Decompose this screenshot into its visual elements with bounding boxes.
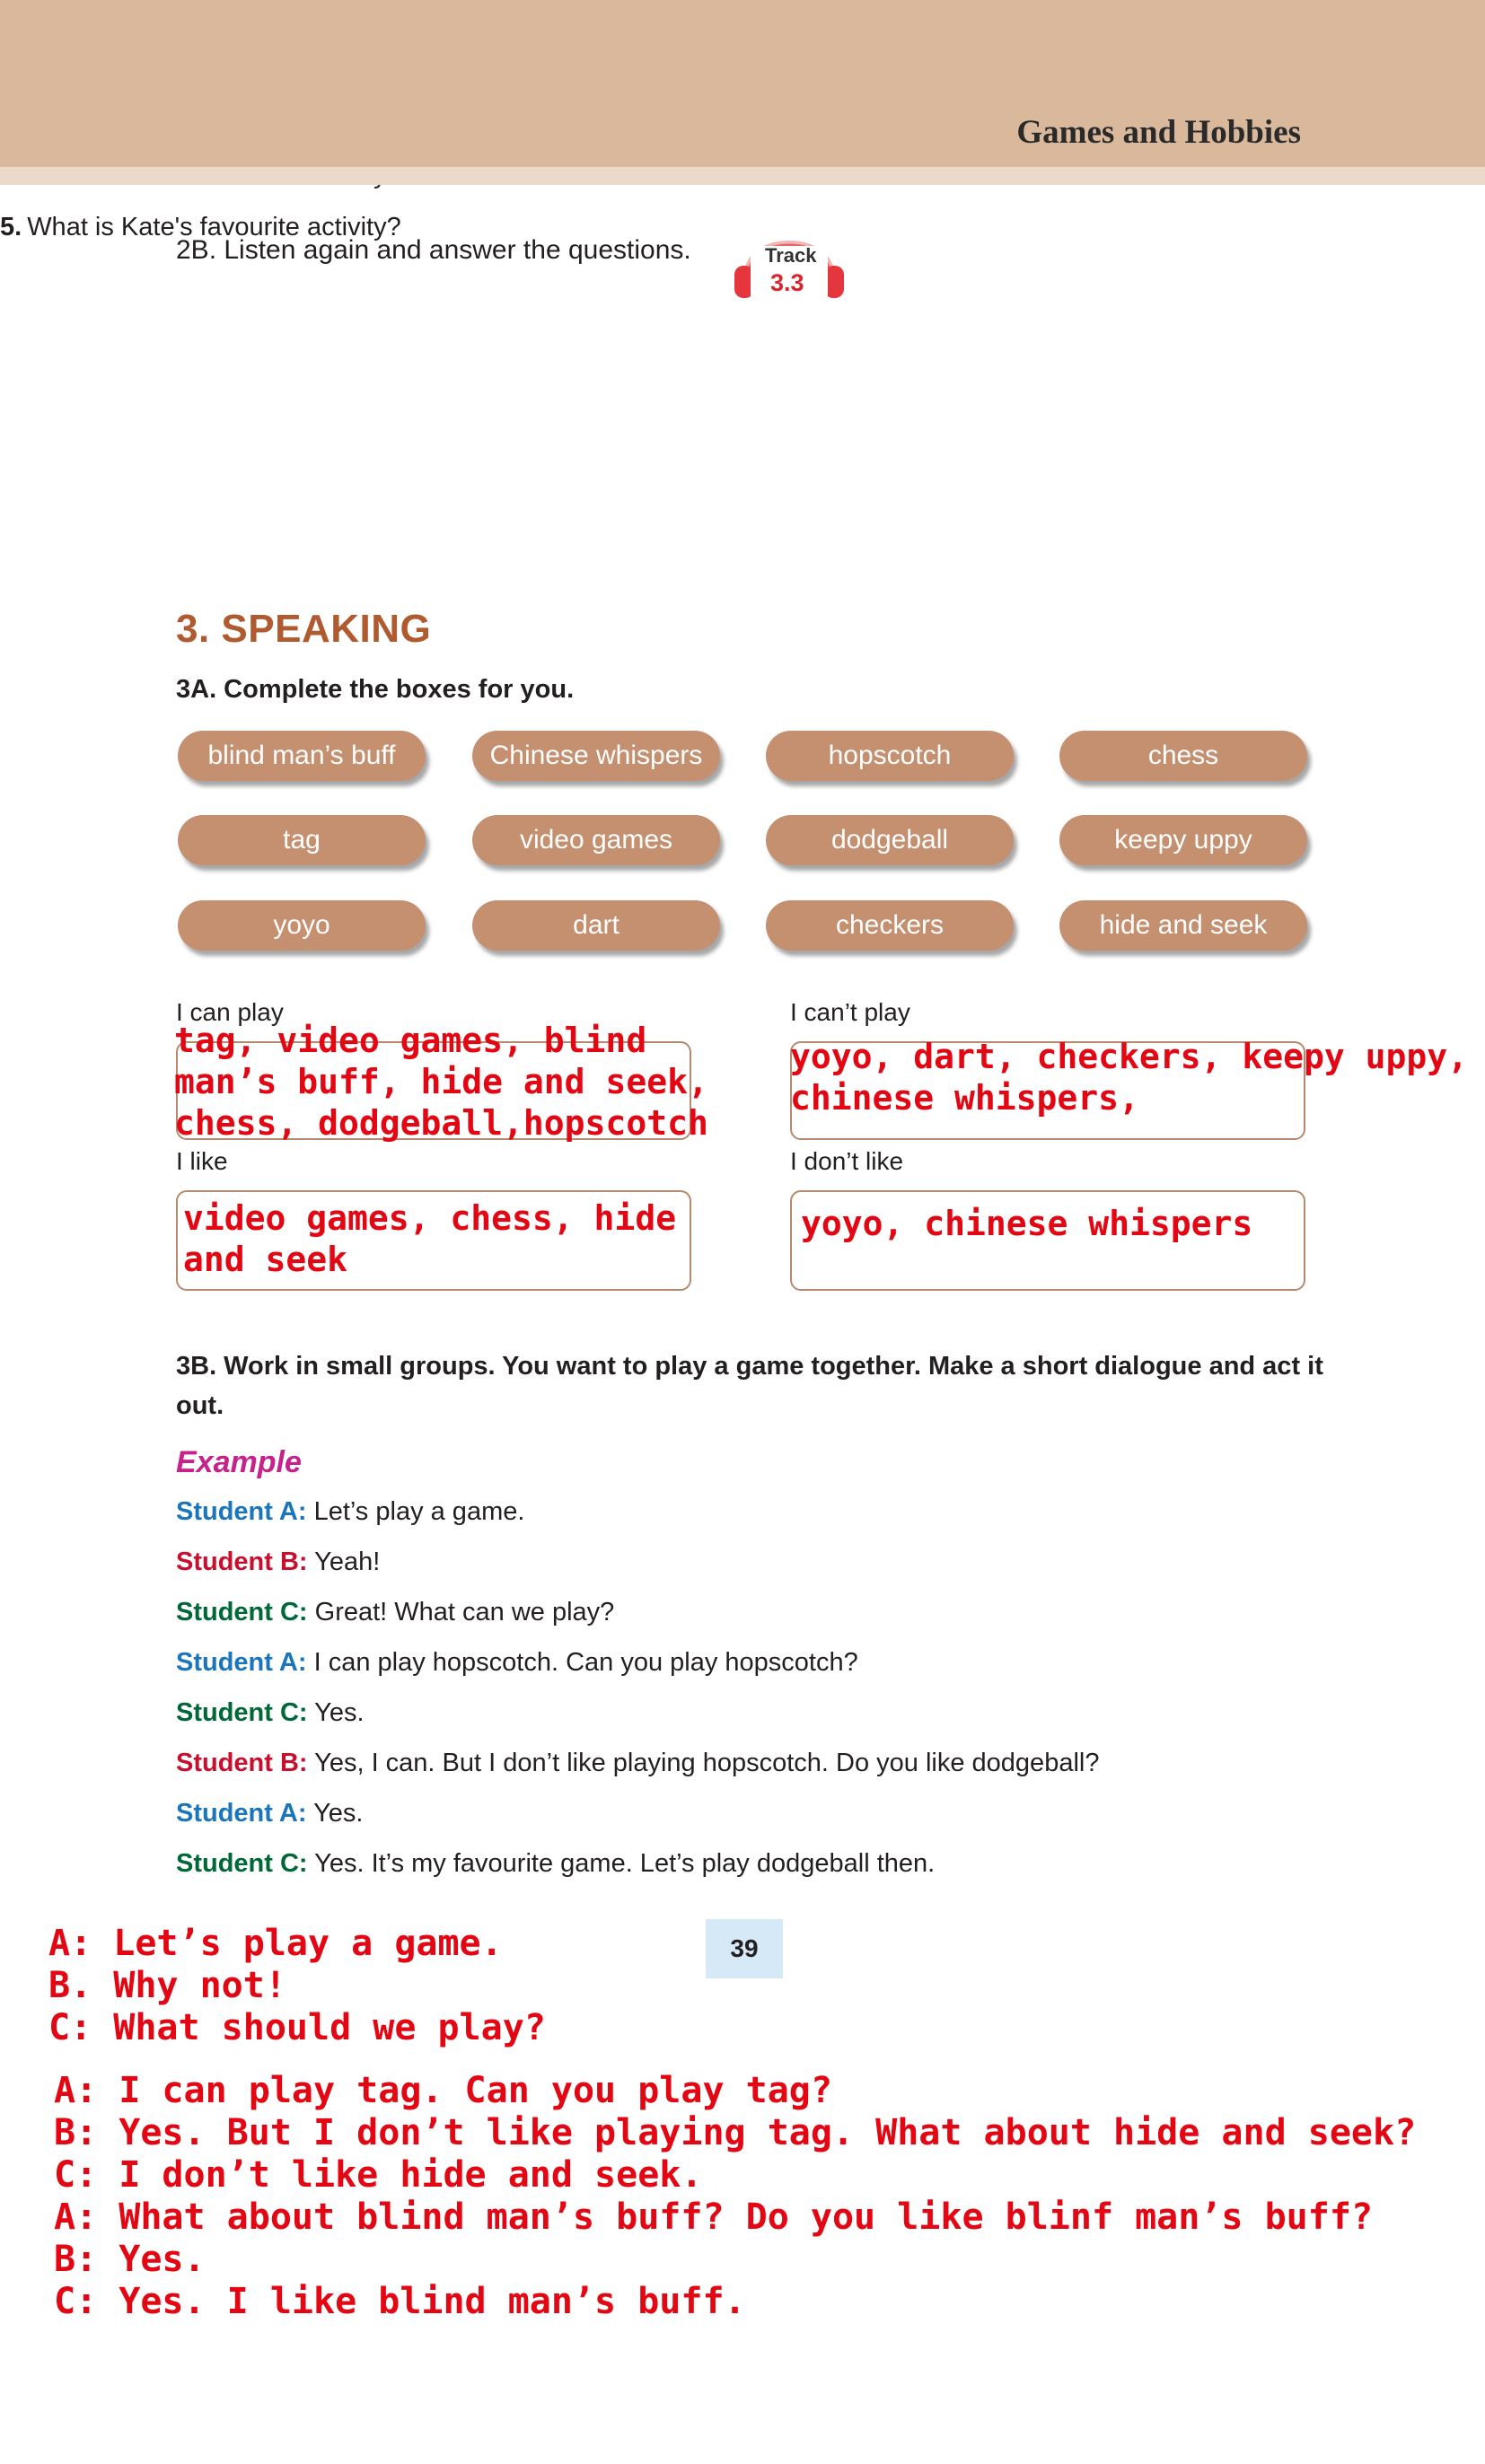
cant-play-label: I can’t play: [790, 998, 910, 1026]
cant-play-answer: yoyo, dart, checkers, keepy uppy, chinese whispers,: [790, 1037, 1468, 1118]
dialogue-line: Student B: Yeah!: [176, 1548, 381, 1576]
dialogue-line: Student A: I can play hopscotch. Can you play hopscotch?: [176, 1648, 858, 1677]
dialogue-line: Student C: Yes.: [176, 1698, 365, 1727]
game-chip: checkers: [766, 900, 1014, 951]
dialogue-line: Student C: Yes. It’s my favourite game. Let’s play dodgeball then.: [176, 1849, 936, 1878]
handwritten-answer-group-1: A: Let’s play a game. B. Why not! C: What should we play?: [48, 1923, 546, 2048]
game-chip: tag: [178, 815, 426, 865]
game-chip: hide and seek: [1059, 900, 1307, 951]
dialogue-line: Student B: Yes, I can. But I don’t like playing hopscotch. Do you like dodgeball?: [176, 1749, 1100, 1777]
track-badge: [729, 219, 849, 309]
section-3a-title: 3A. Complete the boxes for you.: [176, 675, 575, 704]
can-play-label: I can play: [176, 998, 284, 1026]
game-chip: keepy uppy: [1059, 815, 1307, 865]
game-chip: Chinese whispers: [472, 731, 720, 781]
dont-like-label: I don’t like: [790, 1147, 904, 1175]
like-label: I like: [176, 1147, 228, 1175]
page-number: 39: [706, 1919, 783, 1978]
question-item: 5. What is Kate's favourite activity?: [0, 213, 401, 241]
game-chip: chess: [1059, 731, 1307, 781]
handwritten-answer-group-2: A: I can play tag. Can you play tag? B: Yes. But I don’t like playing tag. What about hide and seek? C: I don’t like hide and seek. A: What about blind man’s buff? Do you like blinf man’s buff? B: Yes. C: Yes. I like blind man’s buff.: [54, 2070, 1417, 2322]
example-label: Example: [176, 1445, 302, 1479]
header-strip: [0, 167, 1485, 185]
speaking-heading: 3. SPEAKING: [176, 607, 432, 651]
dialogue-line: Student A: Yes.: [176, 1799, 364, 1828]
game-chip: dodgeball: [766, 815, 1014, 865]
track-number: 3.3: [770, 269, 804, 296]
game-chip: dart: [472, 900, 720, 951]
section-3b-title: 3B. Work in small groups. You want to play a game together. Make a short dialogue and act it out.: [176, 1352, 1323, 1420]
dialogue-line: Student C: Great! What can we play?: [176, 1598, 615, 1627]
game-chip: hopscotch: [766, 731, 1014, 781]
can-play-answer: tag, video games, blind man’s buff, hide and seek, chess, dodgeball,hopscotch: [174, 1021, 708, 1143]
page-header-title: Games and Hobbies: [1016, 114, 1301, 151]
game-chip: yoyo: [178, 900, 426, 951]
track-label: Track: [765, 244, 817, 267]
game-chip: video games: [472, 815, 720, 865]
game-chip: blind man’s buff: [178, 731, 426, 781]
like-answer: video games, chess, hide and seek: [183, 1198, 677, 1279]
section-2b-title: 2B. Listen again and answer the questions.: [176, 235, 691, 265]
dont-like-answer: yoyo, chinese whispers: [801, 1204, 1253, 1243]
dialogue-line: Student A: Let’s play a game.: [176, 1497, 525, 1526]
